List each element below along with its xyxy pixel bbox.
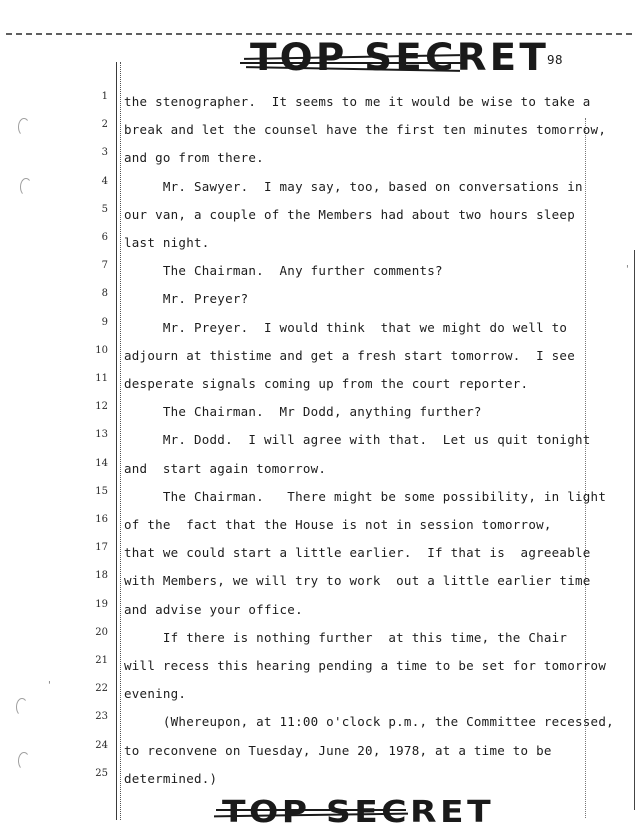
stamp-strikethrough	[240, 62, 462, 64]
top-edge-rule	[6, 33, 632, 35]
transcript-line: last night.	[124, 235, 210, 250]
punch-hole-mark	[18, 752, 30, 770]
punch-hole-mark	[20, 178, 32, 196]
transcript-line: break and let the counsel have the first ten minutes tomorrow,	[124, 122, 607, 138]
transcript-line: If there is nothing further at this time, the Chair	[124, 629, 568, 645]
transcript-line: (Whereupon, at 11:00 o'clock p.m., the Committee recessed,	[124, 714, 614, 730]
margin-tick-mark: '	[48, 680, 51, 691]
line-number: 22	[95, 683, 108, 695]
line-number: 5	[101, 203, 108, 215]
line-number: 9	[101, 316, 108, 328]
classification-stamp-bottom: TOP SECRET	[222, 795, 495, 830]
transcript-line: our van, a couple of the Members had about two hours sleep	[124, 206, 575, 222]
line-number: 13	[95, 429, 108, 441]
transcript-line: Mr. Preyer. I would think that we might do well to	[124, 319, 568, 335]
transcript-line: The Chairman. Mr Dodd, anything further?	[124, 404, 482, 420]
line-number: 12	[95, 401, 108, 413]
line-number: 3	[101, 147, 108, 159]
transcript-line: and go from there.	[124, 150, 264, 166]
line-number: 16	[95, 514, 108, 525]
line-number: 20	[95, 626, 108, 638]
left-margin-rule	[116, 62, 117, 820]
transcript-line: of the fact that the House is not in session tomorrow,	[124, 517, 552, 532]
line-number: 17	[95, 542, 108, 554]
line-number: 7	[101, 260, 108, 272]
transcript-line: to reconvene on Tuesday, June 20, 1978, at a time to be	[124, 742, 552, 758]
transcript-line: that we could start a little earlier. If that is agreeable	[124, 545, 591, 561]
classification-stamp-top: TOP SECRET	[250, 36, 550, 79]
transcript-line: determined.)	[124, 770, 218, 786]
transcript-line: desperate signals coming up from the court reporter.	[124, 376, 529, 391]
punch-hole-mark	[18, 118, 30, 136]
transcript-line: and start again tomorrow.	[124, 460, 327, 476]
right-edge-rule	[634, 250, 635, 810]
line-number: 21	[95, 655, 108, 666]
stamp-strikethrough	[216, 809, 406, 811]
line-number: 14	[95, 457, 108, 469]
line-number: 23	[95, 711, 108, 723]
line-number: 15	[95, 485, 108, 497]
right-margin-rule	[585, 118, 586, 818]
line-number: 1	[101, 91, 108, 102]
page-number: 98	[547, 52, 564, 67]
transcript-line: Mr. Preyer?	[124, 291, 249, 307]
transcript-line: with Members, we will try to work out a little earlier time	[124, 573, 591, 589]
line-number: 11	[95, 373, 108, 384]
margin-tick-mark: '	[626, 264, 629, 275]
transcript-line: the stenographer. It seems to me it would be wise to take a	[124, 94, 591, 109]
line-number: 8	[101, 288, 108, 300]
line-number: 10	[95, 344, 108, 356]
line-number: 4	[101, 175, 108, 187]
line-number: 19	[95, 598, 108, 610]
transcript-line: Mr. Sawyer. I may say, too, based on conversations in	[124, 178, 583, 194]
transcript-line: evening.	[124, 686, 187, 702]
line-number: 18	[95, 570, 108, 582]
line-number: 6	[101, 232, 108, 243]
line-number: 2	[101, 119, 108, 131]
left-margin-rule-inner	[120, 62, 121, 820]
transcript-line: Mr. Dodd. I will agree with that. Let us quit tonight	[124, 432, 591, 448]
transcript-line: The Chairman. Any further comments?	[124, 263, 443, 279]
transcript-line: and advise your office.	[124, 601, 303, 617]
punch-hole-mark	[16, 698, 28, 716]
line-number: 24	[95, 739, 108, 751]
line-number: 25	[95, 767, 108, 779]
transcript-line: adjourn at thistime and get a fresh start tomorrow. I see	[124, 347, 575, 363]
transcript-line: The Chairman. There might be some possibility, in light	[124, 488, 607, 504]
transcript-line: will recess this hearing pending a time to be set for tomorrow	[124, 658, 607, 673]
